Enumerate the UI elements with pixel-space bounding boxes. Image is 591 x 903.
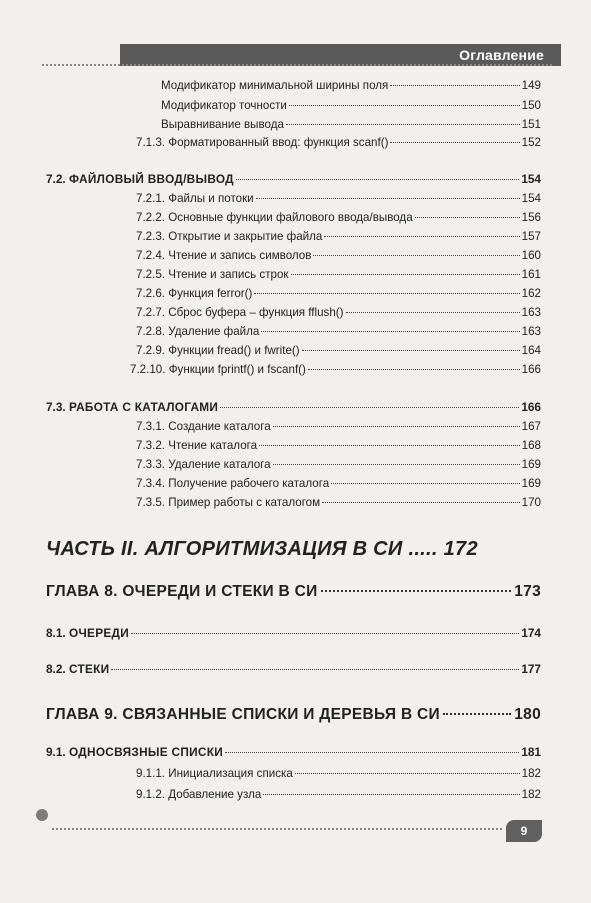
- toc-page: 182: [521, 767, 541, 780]
- toc-label: РАБОТА С КАТАЛОГАМИ: [68, 400, 219, 414]
- toc-label: Создание каталога: [168, 420, 271, 433]
- toc-page: 181: [521, 745, 541, 759]
- dot-leader: [322, 502, 520, 503]
- chapter-label: ГЛАВА 9. СВЯЗАННЫЕ СПИСКИ И ДЕРЕВЬЯ В СИ: [46, 706, 440, 723]
- toc-number: 7.2.9.: [136, 344, 166, 357]
- toc-entry[interactable]: [136, 306, 541, 320]
- dot-leader: [390, 142, 519, 143]
- toc-entry[interactable]: [136, 788, 541, 802]
- toc-label: Модификатор минимальной ширины поля: [161, 79, 389, 92]
- toc-label: Основные функции файлового ввода/вывода: [168, 211, 413, 224]
- toc-number: 7.3.2.: [136, 439, 166, 452]
- dot-leader: [261, 331, 519, 332]
- chapter-page: 173: [514, 583, 541, 600]
- top-divider: [42, 64, 552, 66]
- toc-label: СТЕКИ: [68, 662, 110, 676]
- toc-entry[interactable]: [161, 79, 541, 93]
- toc-label: Выравнивание вывода: [161, 118, 284, 131]
- toc-label: Модификатор точности: [161, 99, 287, 112]
- toc-page: 166: [521, 400, 541, 414]
- toc-page: 169: [521, 458, 541, 471]
- toc-number: 7.2.5.: [136, 268, 166, 281]
- chapter-label: ГЛАВА 8. ОЧЕРЕДИ И СТЕКИ В СИ: [46, 583, 318, 600]
- chapter-entry[interactable]: [46, 583, 541, 601]
- toc-number: 7.3.1.: [136, 420, 166, 433]
- page-number-badge: [506, 820, 542, 842]
- toc-entry[interactable]: [161, 99, 541, 113]
- dot-leader: [111, 669, 519, 670]
- toc-number: 7.3.5.: [136, 496, 166, 509]
- toc-label: Чтение и запись символов: [168, 249, 312, 262]
- dot-leader: [236, 179, 519, 180]
- toc-number: 7.2.1.: [136, 192, 166, 205]
- toc-number: 7.2.6.: [136, 287, 166, 300]
- toc-number: 7.2.10.: [130, 363, 166, 376]
- toc-page: 161: [521, 268, 541, 281]
- toc-number: 7.3.: [46, 400, 66, 414]
- toc-number: 7.1.3.: [136, 136, 166, 149]
- running-header: [120, 44, 561, 66]
- dot-leader: [443, 713, 511, 715]
- dot-leader: [254, 293, 519, 294]
- toc-entry[interactable]: [130, 363, 541, 377]
- dot-leader: [324, 236, 519, 237]
- toc-number: 8.2.: [46, 662, 66, 676]
- dot-leader: [273, 464, 520, 465]
- dot-leader: [313, 255, 519, 256]
- toc-number: 9.1.: [46, 745, 66, 759]
- toc-page: 167: [521, 420, 541, 433]
- dot-leader: [273, 426, 520, 427]
- toc-page: 166: [521, 363, 541, 376]
- toc-number: 7.3.3.: [136, 458, 166, 471]
- dot-leader: [220, 407, 519, 408]
- toc-label: ОЧЕРЕДИ: [68, 626, 130, 640]
- toc-entry[interactable]: [136, 230, 541, 244]
- toc-page: 150: [521, 99, 541, 112]
- toc-page: 174: [521, 626, 541, 640]
- toc-number: 7.2.: [46, 172, 66, 186]
- dot-leader: [289, 105, 520, 106]
- toc-label: Инициализация списка: [168, 767, 293, 780]
- toc-entry[interactable]: [136, 477, 541, 491]
- toc-entry[interactable]: [136, 420, 541, 434]
- toc-page: 160: [521, 249, 541, 262]
- toc-entry[interactable]: [136, 136, 541, 150]
- toc-label: Чтение каталога: [168, 439, 258, 452]
- toc-label: Чтение и запись строк: [168, 268, 289, 281]
- toc-section-entry[interactable]: [46, 400, 541, 414]
- toc-label: Добавление узла: [168, 788, 262, 801]
- toc-page: 154: [521, 172, 541, 186]
- dot-leader: [331, 483, 520, 484]
- dot-leader: [259, 445, 520, 446]
- toc-number: 7.3.4.: [136, 477, 166, 490]
- toc-label: Удаление каталога: [168, 458, 271, 471]
- chapter-page: 180: [514, 706, 541, 723]
- toc-page: 163: [521, 325, 541, 338]
- dot-leader: [415, 217, 520, 218]
- toc-page: 151: [521, 118, 541, 131]
- bullet-dot: [36, 809, 48, 821]
- dot-leader: [286, 124, 520, 125]
- toc-page: 182: [521, 788, 541, 801]
- toc-number: 8.1.: [46, 626, 66, 640]
- dot-leader: [256, 198, 520, 199]
- dot-leader: [263, 794, 519, 795]
- toc-entry[interactable]: [136, 496, 541, 510]
- toc-number: 7.2.8.: [136, 325, 166, 338]
- dot-leader: [295, 773, 520, 774]
- toc-label: Удаление файла: [168, 325, 260, 338]
- toc-number: 9.1.1.: [136, 767, 166, 780]
- toc-number: 7.2.7.: [136, 306, 166, 319]
- toc-label: Открытие и закрытие файла: [168, 230, 323, 243]
- toc-entry[interactable]: [136, 211, 541, 225]
- toc-label: Функции fread() и fwrite(): [168, 344, 300, 357]
- dot-leader: [131, 633, 519, 634]
- dot-leader: [302, 350, 520, 351]
- dot-leader: [308, 369, 520, 370]
- toc-page: 164: [521, 344, 541, 357]
- toc-page: 154: [521, 192, 541, 205]
- toc-number: 7.2.4.: [136, 249, 166, 262]
- toc-label: ФАЙЛОВЫЙ ВВОД/ВЫВОД: [68, 172, 234, 186]
- header-title: Оглавление: [459, 47, 544, 63]
- dot-leader: [321, 590, 512, 592]
- dot-leader: [390, 85, 519, 86]
- toc-entry[interactable]: [136, 325, 541, 339]
- toc-entry[interactable]: [136, 287, 541, 301]
- toc-entry[interactable]: [136, 344, 541, 358]
- toc-page: 169: [521, 477, 541, 490]
- dot-leader: [291, 274, 520, 275]
- part-heading[interactable]: ЧАСТЬ II. АЛГОРИТМИЗАЦИЯ В СИ ..... 172: [46, 538, 478, 560]
- toc-page: 177: [521, 662, 541, 676]
- chapter-entry[interactable]: [46, 706, 541, 724]
- toc-label: Сброс буфера – функция fflush(): [168, 306, 344, 319]
- toc-entry[interactable]: [136, 439, 541, 453]
- toc-label: ОДНОСВЯЗНЫЕ СПИСКИ: [68, 745, 223, 759]
- dot-leader: [346, 312, 520, 313]
- toc-entry[interactable]: [161, 118, 541, 132]
- toc-entry[interactable]: [136, 458, 541, 472]
- toc-entry[interactable]: [136, 268, 541, 282]
- toc-label: Файлы и потоки: [168, 192, 254, 205]
- toc-section-entry[interactable]: [46, 626, 541, 640]
- bottom-divider: [52, 828, 502, 830]
- toc-label: Форматированный ввод: функция scanf(): [168, 136, 389, 149]
- toc-label: Получение рабочего каталога: [168, 477, 330, 490]
- toc-page: 152: [521, 136, 541, 149]
- toc-entry[interactable]: [136, 767, 541, 781]
- toc-page: 157: [521, 230, 541, 243]
- dot-leader: [225, 752, 519, 753]
- toc-entry[interactable]: [136, 249, 541, 263]
- page-number: 9: [520, 824, 528, 838]
- toc-label: Функция ferror(): [168, 287, 253, 300]
- toc-label: Пример работы с каталогом: [168, 496, 321, 509]
- toc-page: 162: [521, 287, 541, 300]
- toc-page: 149: [521, 79, 541, 92]
- toc-entry[interactable]: [136, 192, 541, 206]
- toc-number: 9.1.2.: [136, 788, 166, 801]
- toc-number: 7.2.3.: [136, 230, 166, 243]
- toc-number: 7.2.2.: [136, 211, 166, 224]
- toc-page: 170: [521, 496, 541, 509]
- toc-section-entry[interactable]: [46, 662, 541, 676]
- toc-section-entry[interactable]: [46, 745, 541, 759]
- toc-page: 156: [521, 211, 541, 224]
- toc-label: Функции fprintf() и fscanf(): [168, 363, 306, 376]
- toc-page: 168: [521, 439, 541, 452]
- toc-page: 163: [521, 306, 541, 319]
- toc-section-entry[interactable]: [46, 172, 541, 186]
